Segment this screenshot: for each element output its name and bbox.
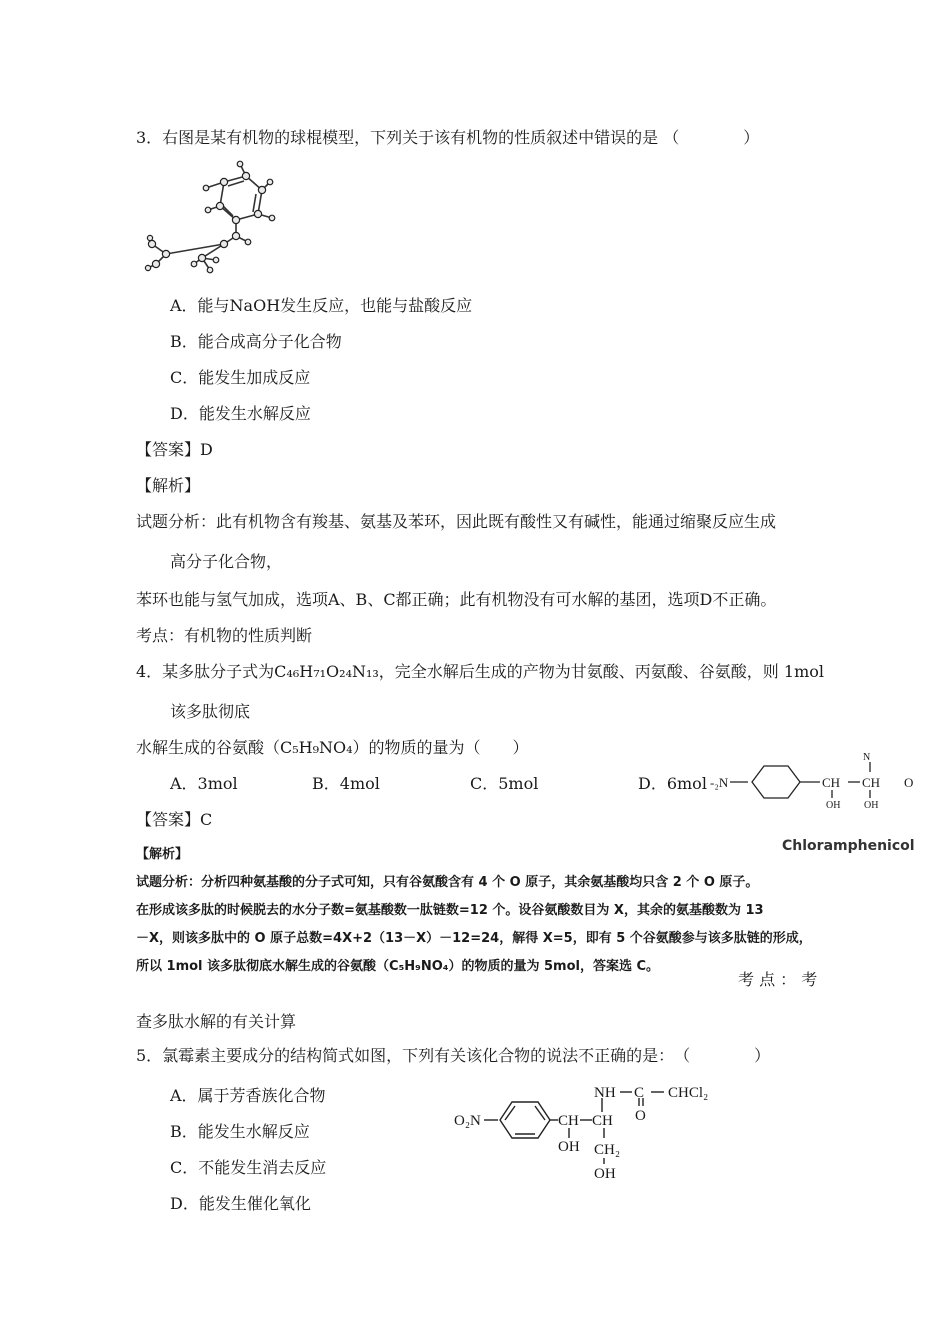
q3-analysis-line-3: 苯环也能与氢气加成，选项A、B、C都正确；此有机物没有可水解的基团，选项D不正确。 [136, 590, 777, 609]
q5-option-c: C．不能发生消去反应 [170, 1158, 327, 1177]
q4-analysis-line-3: －X，则该多肽中的 O 原子总数=4X+2（13－X）－12=24，解得 X=5，即有 5 个谷氨酸参与该多肽链的形成， [136, 931, 812, 946]
svg-text:OH: OH [864, 800, 879, 811]
q3-analysis-line-1: 试题分析：此有机物含有羧基、氨基及苯环，因此既有酸性又有碱性，能通过缩聚反应生成 [136, 512, 777, 531]
chloramphenicol-cropped-figure [708, 752, 918, 812]
q4-analysis-heading: 【解析】 [136, 847, 189, 862]
svg-text:-₂N: -₂N [710, 775, 729, 790]
q5-option-b: B．能发生水解反应 [170, 1122, 310, 1141]
q5-option-d: D．能发生催化氧化 [170, 1194, 311, 1213]
q4-stem-line-3: 水解生成的谷氨酸（C₅H₉NO₄）的物质的量为（ ） [136, 738, 529, 757]
q4-option-d: D．6mol [638, 774, 707, 793]
q5-stem: 5．氯霉素主要成分的结构简式如图，下列有关该化合物的说法不正确的是： （ ） [136, 1046, 771, 1065]
svg-text:OH: OH [826, 800, 841, 811]
q4-stem-line-1: 4．某多肽分子式为C₄₆H₇₁O₂₄N₁₃，完全水解后生成的产物为甘氨酸、丙氨酸、谷氨酸，则 1mol [136, 662, 824, 681]
q5-option-a: A．属于芳香族化合物 [170, 1086, 326, 1105]
carbonyl-c-label: C [634, 1085, 645, 1101]
q3-point: 考点：有机物的性质判断 [136, 626, 313, 645]
svg-text:CH: CH [862, 775, 881, 790]
q4-option-b: B．4mol [312, 774, 380, 793]
carbonyl-o-label: O [635, 1108, 646, 1124]
chloramphenicol-caption: Chloramphenicol [782, 838, 915, 854]
q4-point-right: 考 点 ： 考 [738, 970, 818, 989]
chloramphenicol-structure [448, 1074, 718, 1186]
q3-answer: 【答案】D [136, 440, 213, 459]
svg-text:O: O [904, 775, 914, 790]
nitro-group-label: O₂N [454, 1113, 481, 1129]
oh-label-2: OH [594, 1166, 616, 1182]
structure-labels [454, 1085, 708, 1182]
q3-option-b: B．能合成高分子化合物 [170, 332, 342, 351]
q4-option-c: C．5mol [470, 774, 539, 793]
chcl2-label: CHCl₂ [668, 1085, 709, 1101]
q3-stem: 3．右图是某有机物的球棍模型，下列关于该有机物的性质叙述中错误的是 （ ） [136, 128, 760, 147]
nh-label: NH [594, 1085, 616, 1101]
q3-option-c: C．能发生加成反应 [170, 368, 311, 387]
q4-analysis-line-4: 所以 1mol 该多肽彻底水解生成的谷氨酸（C₅H₉NO₄）的物质的量为 5mol，答案选 C。 [136, 959, 660, 974]
q4-analysis-line-2: 在形成该多肽的时候脱去的水分子数=氨基酸数一肽链数=12 个。设谷氨酸数目为 X，其余的氨基酸数为 13 [136, 903, 764, 918]
ball-stick-model-figure [136, 160, 286, 280]
q4-option-a: A．3mol [170, 774, 238, 793]
q3-analysis-heading: 【解析】 [136, 476, 201, 495]
svg-text:CH: CH [822, 775, 841, 790]
svg-text:N: N [863, 752, 871, 763]
ch-label-a: CH [558, 1113, 579, 1129]
ch-label-b: CH [592, 1113, 613, 1129]
oh-label-1: OH [558, 1139, 580, 1155]
q3-option-a: A．能与NaOH发生反应，也能与盐酸反应 [170, 296, 473, 315]
q4-analysis-line-1: 试题分析：分析四种氨基酸的分子式可知，只有谷氨酸含有 4 个 O 原子，其余氨基酸均只含 2 个 O 原子。 [136, 875, 759, 890]
ch2-label: CH₂ [594, 1142, 621, 1158]
q3-option-d: D．能发生水解反应 [170, 404, 311, 423]
q4-answer: 【答案】C [136, 810, 213, 829]
q3-analysis-line-2: 高分子化合物， [170, 552, 283, 571]
q4-point-continued: 查多肽水解的有关计算 [136, 1012, 297, 1031]
q4-stem-line-2: 该多肽彻底 [170, 702, 251, 721]
